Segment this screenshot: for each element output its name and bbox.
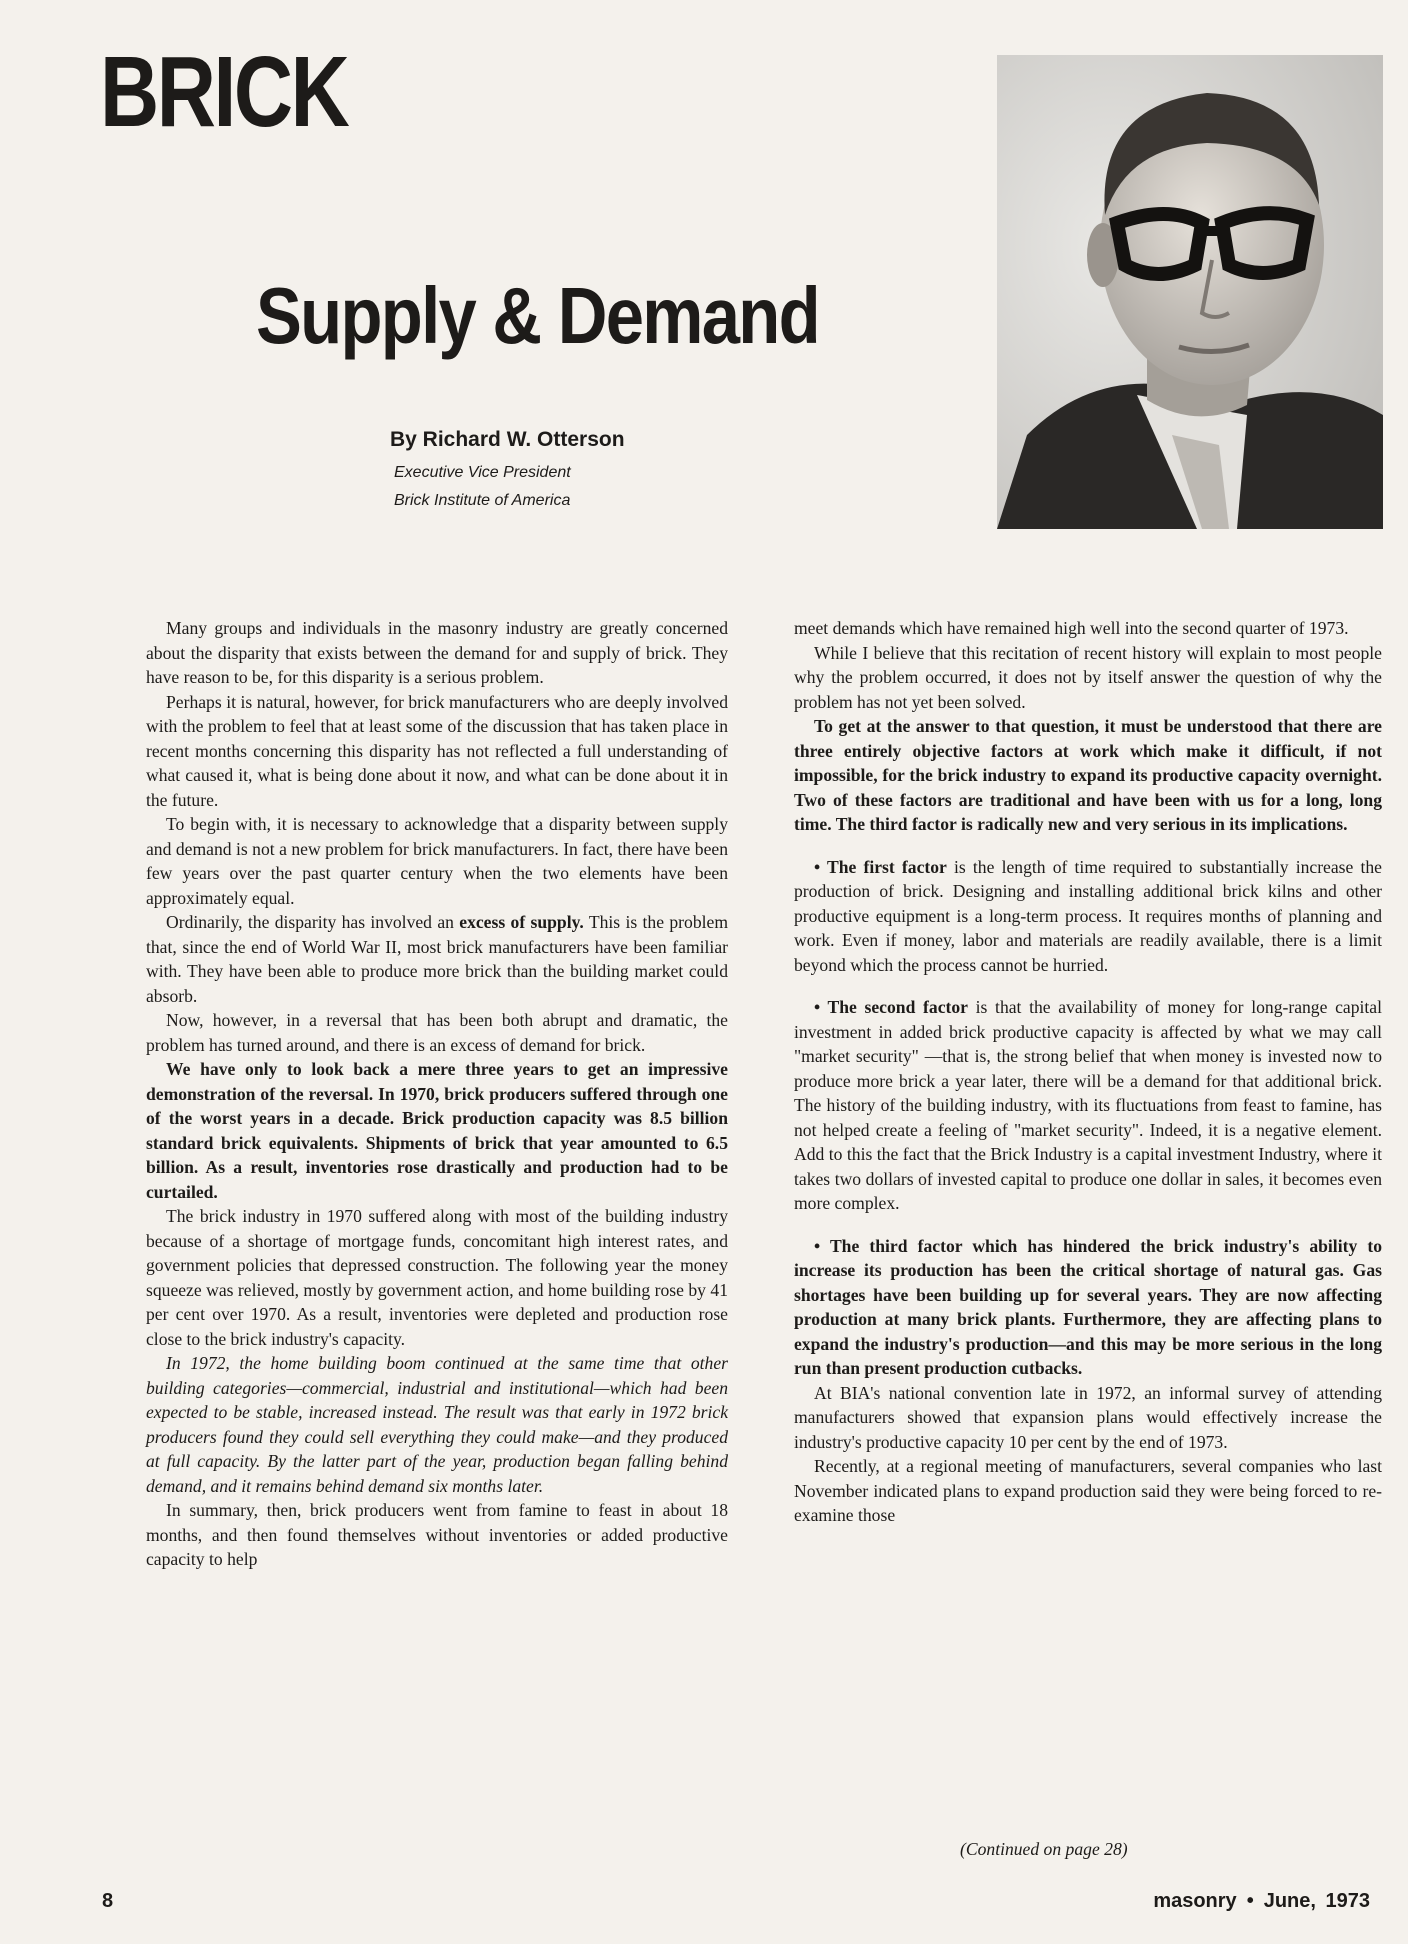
paragraph: The brick industry in 1970 suffered along with most of the building industry because of a shortage of mortgage funds, concomitant high interest rates, and government policies that depressed construction. The following year the money squeeze was relieved, mostly by government action, and home building rose by 41 per cent over 1970. As a result, inventories were depleted and production rose close to the brick industry's capacity.	[146, 1206, 728, 1349]
article-column-left	[146, 616, 728, 1572]
paragraph	[794, 855, 1382, 978]
paragraph: Recently, at a regional meeting of manufacturers, several companies who last November indicated plans to expand production said they were being forced to re-examine those	[794, 1456, 1382, 1525]
magazine-name: masonry	[1153, 1890, 1237, 1912]
paragraph: To begin with, it is necessary to acknowledge that a disparity between supply and demand is not a new problem for brick manufacturers. In fact, there have been few years over the past quarter century when the two elements have been approximately equal.	[146, 814, 728, 908]
paragraph-text: Ordinarily, the disparity has involved an	[166, 912, 460, 932]
running-footer	[1153, 1890, 1370, 1913]
factor-label: • The first factor	[814, 856, 947, 877]
author-name: By Richard W. Otterson	[390, 428, 625, 451]
issue-date: June, 1973	[1263, 1890, 1370, 1912]
article-column-right	[794, 616, 1382, 1528]
factor-label: • The second factor	[814, 997, 968, 1017]
paragraph: While I believe that this recitation of recent history will explain to most people why the problem occurred, it does not by itself answer the question of why the problem has not yet been solved.	[794, 642, 1382, 712]
emphasis-text: excess of supply.	[459, 912, 584, 932]
author-organization: Brick Institute of America	[394, 492, 571, 509]
paragraph	[146, 910, 728, 1008]
paragraph-bold: We have only to look back a mere three years to get an impressive demonstration of the reversal. In 1970, brick producers suffered through one of the worst years in a decade. Brick production capacity was 8.5 billion standard brick equivalents. Shipments of brick that year amounted to 6.5 billion. As a result, inventories rose drastically and production had to be curtailed.	[146, 1059, 728, 1202]
article-title: Supply & Demand	[256, 271, 819, 360]
continued-note: (Continued on page 28)	[960, 1839, 1128, 1859]
byline	[390, 428, 690, 520]
portrait-illustration	[997, 55, 1383, 529]
paragraph	[794, 995, 1382, 1216]
footer-separator: •	[1246, 1890, 1254, 1912]
paragraph-bold: • The third factor which has hindered the brick industry's ability to increase its production has been the critical shortage of natural gas. Gas shortages have been building up for several years. They are now affecting production at many brick plants. Furthermore, they are affecting plans to expand the industry's production—and this may be more serious in the long run than present production cutbacks.	[794, 1235, 1382, 1378]
paragraph-text: is the length of time required to substantially increase the production of brick. Designing and installing additional brick kilns and other productive equipment is a long-term process. It requires months of planning and work. Even if money, labor and materials are readily available, there is a limit beyond which the process cannot be hurried.	[794, 856, 1382, 975]
paragraph-italic: In 1972, the home building boom continued at the same time that other building categories—commercial, industrial and institutional—which had been expected to be stable, increased instead. The result was that early in 1972 brick producers found they could sell everything they could make—and they produced at full capacity. By the latter part of the year, production began falling behind demand, and it remains behind demand six months later.	[146, 1353, 728, 1496]
paragraph: Now, however, in a reversal that has been both abrupt and dramatic, the problem has turned around, and there is an excess of demand for brick.	[146, 1010, 728, 1055]
paragraph: meet demands which have remained high well into the second quarter of 1973.	[794, 618, 1349, 638]
page-number: 8	[102, 1890, 114, 1912]
paragraph-bold: To get at the answer to that question, it must be understood that there are three entirely objective factors at work which make it difficult, if not impossible, for the brick industry to expand its productive capacity overnight. Two of these factors are traditional and have been with us for a long, long time. The third factor is radically new and very serious in its implications.	[794, 716, 1382, 834]
author-title: Executive Vice President	[394, 464, 571, 481]
author-portrait-photo	[997, 55, 1383, 529]
paragraph: In summary, then, brick producers went from famine to feast in about 18 months, and then found themselves without inventories or added productive capacity to help	[146, 1500, 728, 1569]
section-kicker: BRICK	[100, 36, 348, 148]
paragraph-text: This is the problem that, since the end of World War II, most brick manufacturers have been familiar with. They have been able to produce more brick than the building market could absorb.	[146, 912, 728, 1006]
paragraph: Many groups and individuals in the masonry industry are greatly concerned about the disparity that exists between the demand for and supply of brick. They have reason to be, for this disparity is a serious problem.	[146, 618, 728, 687]
paragraph-text: is that the availability of money for long-range capital investment in added brick productive capacity is affected by what we may call "market security" —that is, the strong belief that when money is invested now to produce more brick a year later, there will be a demand for that additional brick. The history of the building industry, with its fluctuations from feast to famine, has not helped create a feeling of "market security". Indeed, it is a negative element. Add to this the fact that the Brick Industry is a capital investment Industry, where it takes two dollars of invested capital to produce one dollar in sales, it becomes even more complex.	[794, 997, 1382, 1213]
paragraph: Perhaps it is natural, however, for brick manufacturers who are deeply involved with the problem to feel that at least some of the discussion that has taken place in recent months concerning this disparity has not reflected a full understanding of what caused it, what is being done about it now, and what can be done about it in the future.	[146, 691, 728, 810]
paragraph: At BIA's national convention late in 1972, an informal survey of attending manufacturers showed that expansion plans would effectively increase the industry's productive capacity 10 per cent by the end of 1973.	[794, 1382, 1382, 1452]
